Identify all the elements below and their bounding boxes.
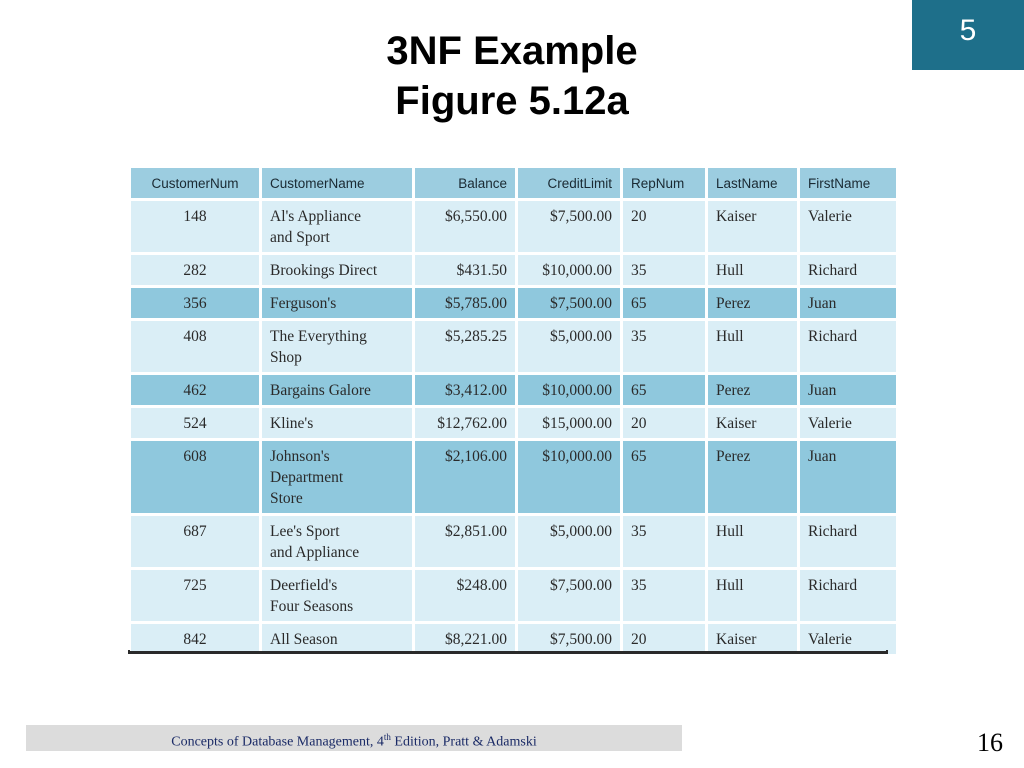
table-row	[131, 375, 896, 405]
cell-credit-limit: $10,000.00	[518, 375, 620, 405]
cell-rep-num: 65	[623, 375, 705, 405]
table-row	[131, 255, 896, 285]
cell-rep-num: 35	[623, 516, 705, 567]
customer-name-line: Johnson's	[270, 448, 330, 465]
cell-first-name: Juan	[800, 375, 896, 405]
cell-first-name: Juan	[800, 288, 896, 318]
table-row	[131, 321, 896, 372]
cell-last-name: Kaiser	[708, 201, 797, 252]
customer-name-line: All Season	[270, 631, 338, 648]
customer-name-line: Store	[270, 490, 303, 507]
cell-customer-num: 408	[131, 321, 259, 372]
cell-customer-num: 462	[131, 375, 259, 405]
cell-customer-name	[262, 321, 412, 372]
cell-customer-num: 725	[131, 570, 259, 621]
cell-credit-limit: $10,000.00	[518, 255, 620, 285]
column-header: RepNum	[623, 168, 705, 198]
customer-name-line: The Everything	[270, 328, 367, 345]
cell-customer-name	[262, 288, 412, 318]
cell-first-name: Richard	[800, 570, 896, 621]
customer-table	[128, 165, 899, 657]
cell-last-name: Hull	[708, 321, 797, 372]
footer-superscript: th	[383, 732, 391, 742]
slide-title-line-1: 3NF Example	[386, 29, 638, 73]
customer-name-line: Deerfield's	[270, 577, 338, 594]
cell-first-name: Valerie	[800, 201, 896, 252]
cell-last-name: Hull	[708, 570, 797, 621]
cell-last-name: Kaiser	[708, 624, 797, 654]
table-row	[131, 441, 896, 513]
cell-first-name: Valerie	[800, 408, 896, 438]
cell-last-name: Kaiser	[708, 408, 797, 438]
cell-balance: $248.00	[415, 570, 515, 621]
cell-credit-limit: $10,000.00	[518, 441, 620, 513]
cell-customer-name	[262, 255, 412, 285]
slide-title	[0, 26, 1024, 126]
cell-balance: $5,285.25	[415, 321, 515, 372]
cell-balance: $6,550.00	[415, 201, 515, 252]
cell-rep-num: 35	[623, 570, 705, 621]
footer-bar	[26, 725, 682, 751]
cell-first-name: Richard	[800, 516, 896, 567]
cell-customer-name	[262, 375, 412, 405]
customer-name-line: Brookings Direct	[270, 262, 378, 279]
cell-last-name: Perez	[708, 288, 797, 318]
slide-title-line-2: Figure 5.12a	[395, 79, 629, 123]
cell-last-name: Hull	[708, 516, 797, 567]
cell-balance: $3,412.00	[415, 375, 515, 405]
cell-customer-num: 524	[131, 408, 259, 438]
table-row	[131, 408, 896, 438]
cell-rep-num: 35	[623, 321, 705, 372]
table-row	[131, 516, 896, 567]
cell-last-name: Perez	[708, 375, 797, 405]
cell-credit-limit: $15,000.00	[518, 408, 620, 438]
column-header: Balance	[415, 168, 515, 198]
customer-name-line: and Sport	[270, 229, 330, 246]
column-header: LastName	[708, 168, 797, 198]
cell-balance: $2,851.00	[415, 516, 515, 567]
cell-rep-num: 20	[623, 408, 705, 438]
column-header: FirstName	[800, 168, 896, 198]
cell-customer-num: 356	[131, 288, 259, 318]
customer-name-line: and Appliance	[270, 544, 360, 561]
table-row	[131, 570, 896, 621]
cell-rep-num: 35	[623, 255, 705, 285]
footer-text-main: Concepts of Database Management, 4	[171, 734, 384, 750]
customer-table-container	[128, 165, 888, 657]
footer-citation	[26, 732, 682, 751]
cell-rep-num: 65	[623, 288, 705, 318]
cell-last-name: Perez	[708, 441, 797, 513]
customer-name-line: Shop	[270, 349, 302, 366]
cell-credit-limit: $7,500.00	[518, 624, 620, 654]
cell-first-name: Richard	[800, 321, 896, 372]
cell-balance: $8,221.00	[415, 624, 515, 654]
cell-credit-limit: $5,000.00	[518, 321, 620, 372]
cell-balance: $2,106.00	[415, 441, 515, 513]
customer-name-line: Lee's Sport	[270, 523, 340, 540]
cell-customer-num: 842	[131, 624, 259, 654]
cell-rep-num: 20	[623, 624, 705, 654]
customer-name-line: Bargains Galore	[270, 382, 371, 399]
table-bottom-border	[128, 650, 888, 654]
customer-name-line: Department	[270, 469, 344, 486]
cell-customer-num: 282	[131, 255, 259, 285]
cell-customer-name	[262, 201, 412, 252]
cell-customer-num: 148	[131, 201, 259, 252]
cell-first-name: Richard	[800, 255, 896, 285]
page-number: 16	[977, 728, 1003, 757]
cell-customer-num: 687	[131, 516, 259, 567]
cell-credit-limit: $7,500.00	[518, 288, 620, 318]
cell-customer-name	[262, 441, 412, 513]
customer-name-line: Al's Appliance	[270, 208, 362, 225]
cell-customer-name	[262, 570, 412, 621]
cell-credit-limit: $5,000.00	[518, 516, 620, 567]
table-row	[131, 201, 896, 252]
chapter-number: 5	[959, 14, 977, 47]
cell-customer-name	[262, 516, 412, 567]
table-header-row	[131, 168, 896, 198]
cell-last-name: Hull	[708, 255, 797, 285]
column-header: CustomerNum	[131, 168, 259, 198]
column-header: CustomerName	[262, 168, 412, 198]
cell-balance: $12,762.00	[415, 408, 515, 438]
cell-rep-num: 65	[623, 441, 705, 513]
cell-customer-num: 608	[131, 441, 259, 513]
cell-rep-num: 20	[623, 201, 705, 252]
cell-first-name: Juan	[800, 441, 896, 513]
column-header: CreditLimit	[518, 168, 620, 198]
cell-credit-limit: $7,500.00	[518, 570, 620, 621]
cell-balance: $5,785.00	[415, 288, 515, 318]
cell-balance: $431.50	[415, 255, 515, 285]
customer-name-line: Four Seasons	[270, 598, 354, 615]
customer-name-line: Ferguson's	[270, 295, 337, 312]
cell-first-name: Valerie	[800, 624, 896, 654]
footer-text-tail: Edition, Pratt & Adamski	[390, 734, 537, 750]
table-body	[131, 201, 896, 654]
cell-credit-limit: $7,500.00	[518, 201, 620, 252]
customer-name-line: Kline's	[270, 415, 314, 432]
cell-customer-name	[262, 408, 412, 438]
table-row	[131, 288, 896, 318]
